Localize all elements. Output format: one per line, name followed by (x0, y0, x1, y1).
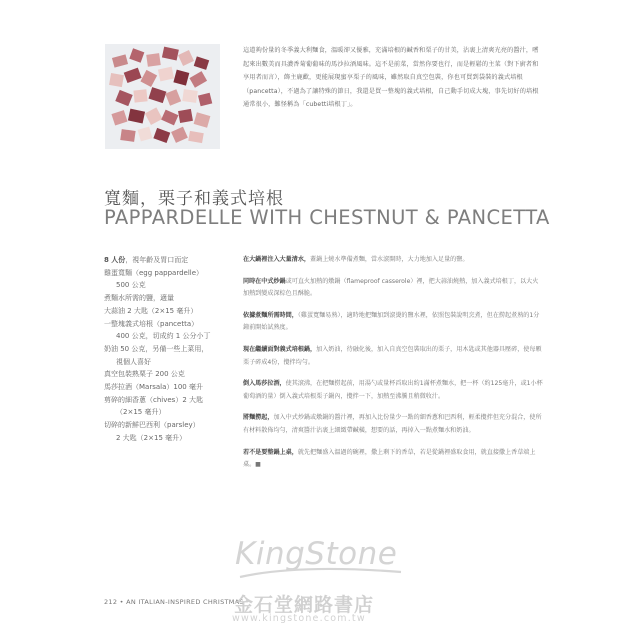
method-step (243, 378, 543, 403)
ingredient-item: 視個人喜好 (116, 357, 151, 366)
step-lead: 倒入馬莎拉酒， (243, 380, 286, 388)
ingredient-item: 一整塊義式培根（pancetta） (104, 319, 199, 328)
step-text: 就先把麵盛入溫過的碗裡，撒上剩下的香草，若是從鍋裡盛取食用，就直接撒上香草端上桌。■ (243, 448, 536, 469)
step-text: 使其滾沸，在把麵撈起前，用湯勺或量杯舀取出約1滿杯煮麵水，把一杯（約125毫升，或1小杯葡萄酒的量）倒入義式培根栗子鍋內，攪拌一下，加熱至沸騰且稍微收汁。 (243, 380, 543, 400)
method-step (243, 310, 543, 335)
ingredient-item: 雞蛋寬麵（egg pappardelle） (104, 268, 204, 277)
servings: 8 人份 (104, 256, 126, 264)
pancetta-photo (105, 44, 220, 149)
watermark-chinese-name: 金石堂網路書店 (234, 594, 375, 616)
page-footer: 212 • AN ITALIAN-INSPIRED CHRISTMAS (104, 598, 244, 606)
ingredient-item: 真空包裝熟栗子 200 公克 (104, 370, 185, 379)
method-step (243, 254, 543, 267)
method-steps (243, 254, 543, 481)
ingredient-item: 馬莎拉酒（Marsala）100 毫升 (104, 383, 203, 392)
ingredient-item: 煮麵水所需的鹽，適量 (104, 294, 174, 303)
step-text: （雞蛋寬麵易熟），適時地把麵加到滾燙的鹽水裡，依照包裝說明烹煮，但在撈起煮熟的1分鐘前開始試熟度。 (243, 311, 540, 332)
step-lead: 在大鍋裡注入大量清水， (243, 256, 311, 263)
watermark-logo: KingStone (235, 536, 398, 572)
step-lead: 若不是要整鍋上桌， (243, 448, 298, 456)
method-step (243, 447, 543, 472)
step-text: 或可直火加熱的燉鍋（flameproof casserole）裡，把大蒜油燒熱，加入義式培根丁，以大火加熱到變成深棕色且酥脆。 (243, 277, 539, 298)
method-step (243, 412, 543, 437)
watermark-url: www.kingstone.com.tw (232, 613, 366, 624)
ingredient-item: 500 公克 (116, 281, 146, 290)
ingredient-item: （2×15 毫升） (116, 408, 166, 417)
ingredient-item: 大蒜油 2 大匙（2×15 毫升） (104, 306, 198, 315)
ingredient-item: 剪碎的細香蔥（chives）2 大匙 (104, 395, 204, 404)
step-lead: 依據煮麵所需時間， (243, 311, 298, 319)
ingredients-list (104, 254, 222, 445)
step-lead: 將麵撈起， (243, 414, 274, 422)
step-text: 加入奶油，待融化後，加入自真空包裝取出的栗子，用木匙或其他器具壓碎，使每顆栗子碎成4份，攪拌均勻。 (243, 345, 542, 366)
ingredient-item: 奶油 50 公克，另備一些上菜用， (104, 344, 209, 353)
intro-paragraph: 這道夠份量的冬季義大利麵食，溫暖卻又優雅，充滿培根的鹹香和栗子的甘美，沾裹上清爽光亮的醬汁，嚐起來出數美而具濃香菊葡葡味的馬沙拉酒風味。這不是前菜，當然你要也行，而是輕鬆的主菜（對下廚者和享用者而言），飾主鹿歡，更能展現蜜享栗子的風味，雖然取自真空包裝，你也可買到袋裝的義式培根（pancetta），不過為了讓特殊的節日，我還是買一整塊的義式培根，自己動手切成大塊，事先切好的培根通常很小，難怪稱為「cubetti培根丁」。 (243, 47, 539, 109)
servings-note: ，視年齡及胃口而定 (125, 256, 189, 264)
ingredient-item: 2 大匙（2×15 毫升） (116, 433, 187, 442)
step-text: 加入中式炒鍋或燉鍋的醬汁裡，再加入比份量少一點的細香蔥和巴西利，輕柔攪拌但充分混合，使所有材料散佈均勻，清爽醬汁沾裹上細緻帶鹹橫，想要的話，再掉入一點煮麵水和奶油。 (243, 414, 542, 434)
ingredient-item: 切碎的新鮮巴西利（parsley） (104, 421, 200, 430)
recipe-title-english: PAPPARDELLE WITH CHESTNUT & PANCETTA (104, 206, 550, 229)
recipe-title-chinese: 寬麵，栗子和義式培根 (104, 189, 284, 209)
step-lead: 同時在中式炒鍋 (243, 277, 286, 285)
method-step (243, 276, 543, 301)
step-text: 蓋鍋上燒水準備煮麵，當水滾開時，大力地加入足量的鹽。 (310, 256, 469, 263)
ingredient-item: 400 公克，切成約 1 公分小丁 (116, 332, 211, 341)
step-lead: 現在繼續面對義式培根鍋， (243, 345, 317, 353)
servings-line (104, 254, 222, 267)
watermark-swoosh (238, 566, 403, 580)
method-step (243, 344, 543, 369)
